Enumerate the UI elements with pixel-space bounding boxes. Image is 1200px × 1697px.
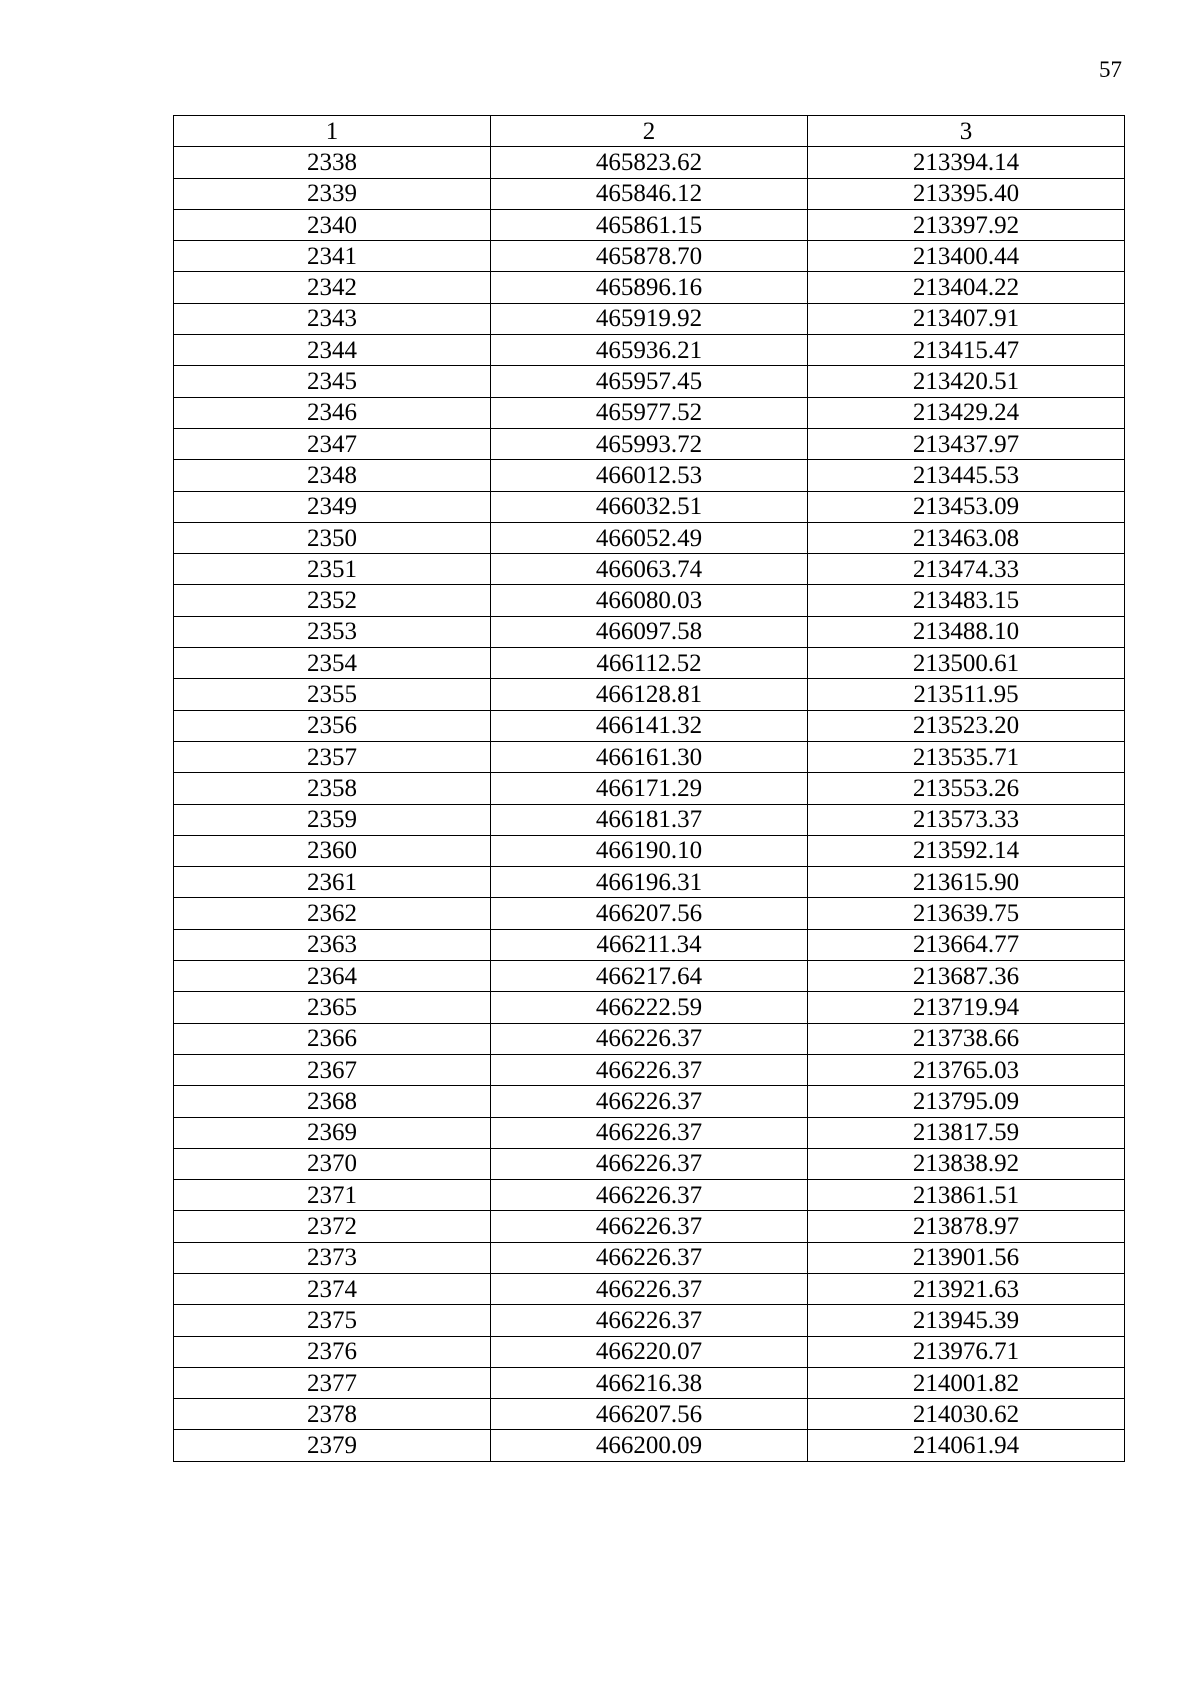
table-row [174, 1430, 1125, 1461]
point-number-cell: 2364 [174, 961, 491, 992]
table-row [174, 1023, 1125, 1054]
point-number-cell: 2366 [174, 1023, 491, 1054]
x-coordinate-cell: 465896.16 [490, 272, 807, 303]
x-coordinate-cell: 466012.53 [490, 460, 807, 491]
coordinates-table [173, 115, 1125, 1462]
point-number-cell: 2369 [174, 1117, 491, 1148]
table-row [174, 397, 1125, 428]
x-coordinate-cell: 465823.62 [490, 147, 807, 178]
x-coordinate-cell: 466161.30 [490, 741, 807, 772]
x-coordinate-cell: 466128.81 [490, 679, 807, 710]
point-number-cell: 2356 [174, 710, 491, 741]
point-number-cell: 2362 [174, 898, 491, 929]
y-coordinate-cell: 213500.61 [807, 648, 1124, 679]
y-coordinate-cell: 213397.92 [807, 209, 1124, 240]
y-coordinate-cell: 213592.14 [807, 835, 1124, 866]
point-number-cell: 2341 [174, 241, 491, 272]
table-row [174, 178, 1125, 209]
point-number-cell: 2375 [174, 1305, 491, 1336]
x-coordinate-cell: 466217.64 [490, 961, 807, 992]
y-coordinate-cell: 213429.24 [807, 397, 1124, 428]
x-coordinate-cell: 466196.31 [490, 867, 807, 898]
table-row [174, 1242, 1125, 1273]
point-number-cell: 2377 [174, 1367, 491, 1398]
table-row [174, 1148, 1125, 1179]
table-row [174, 1273, 1125, 1304]
table-row [174, 554, 1125, 585]
y-coordinate-cell: 213404.22 [807, 272, 1124, 303]
y-coordinate-cell: 213535.71 [807, 741, 1124, 772]
table-row [174, 710, 1125, 741]
x-coordinate-cell: 466181.37 [490, 804, 807, 835]
point-number-cell: 2373 [174, 1242, 491, 1273]
x-coordinate-cell: 465977.52 [490, 397, 807, 428]
point-number-cell: 2349 [174, 491, 491, 522]
table-row [174, 773, 1125, 804]
table-row [174, 804, 1125, 835]
point-number-cell: 2376 [174, 1336, 491, 1367]
x-coordinate-cell: 466226.37 [490, 1211, 807, 1242]
table-row [174, 491, 1125, 522]
table-row [174, 1399, 1125, 1430]
table-row [174, 241, 1125, 272]
y-coordinate-cell: 213453.09 [807, 491, 1124, 522]
point-number-cell: 2363 [174, 929, 491, 960]
x-coordinate-cell: 466226.37 [490, 1023, 807, 1054]
point-number-cell: 2346 [174, 397, 491, 428]
table-row [174, 303, 1125, 334]
y-coordinate-cell: 213420.51 [807, 366, 1124, 397]
y-coordinate-cell: 213878.97 [807, 1211, 1124, 1242]
table-body [174, 147, 1125, 1461]
x-coordinate-cell: 466226.37 [490, 1273, 807, 1304]
y-coordinate-cell: 213795.09 [807, 1086, 1124, 1117]
x-coordinate-cell: 466097.58 [490, 616, 807, 647]
table-header [174, 116, 1125, 147]
y-coordinate-cell: 213719.94 [807, 992, 1124, 1023]
y-coordinate-cell: 213687.36 [807, 961, 1124, 992]
point-number-cell: 2350 [174, 522, 491, 553]
x-coordinate-cell: 466222.59 [490, 992, 807, 1023]
point-number-cell: 2354 [174, 648, 491, 679]
table-row [174, 1054, 1125, 1085]
y-coordinate-cell: 213407.91 [807, 303, 1124, 334]
x-coordinate-cell: 466207.56 [490, 898, 807, 929]
column-header-1: 1 [174, 116, 491, 147]
point-number-cell: 2348 [174, 460, 491, 491]
table-row [174, 867, 1125, 898]
point-number-cell: 2339 [174, 178, 491, 209]
y-coordinate-cell: 214061.94 [807, 1430, 1124, 1461]
x-coordinate-cell: 465993.72 [490, 428, 807, 459]
table-row [174, 585, 1125, 616]
y-coordinate-cell: 213523.20 [807, 710, 1124, 741]
point-number-cell: 2351 [174, 554, 491, 585]
table-row [174, 428, 1125, 459]
x-coordinate-cell: 465861.15 [490, 209, 807, 240]
y-coordinate-cell: 214030.62 [807, 1399, 1124, 1430]
x-coordinate-cell: 466207.56 [490, 1399, 807, 1430]
point-number-cell: 2345 [174, 366, 491, 397]
x-coordinate-cell: 466226.37 [490, 1086, 807, 1117]
point-number-cell: 2355 [174, 679, 491, 710]
x-coordinate-cell: 466226.37 [490, 1242, 807, 1273]
x-coordinate-cell: 466226.37 [490, 1054, 807, 1085]
table-row [174, 209, 1125, 240]
point-number-cell: 2365 [174, 992, 491, 1023]
y-coordinate-cell: 213511.95 [807, 679, 1124, 710]
x-coordinate-cell: 466226.37 [490, 1180, 807, 1211]
y-coordinate-cell: 213463.08 [807, 522, 1124, 553]
point-number-cell: 2361 [174, 867, 491, 898]
x-coordinate-cell: 465878.70 [490, 241, 807, 272]
table-row [174, 272, 1125, 303]
x-coordinate-cell: 466200.09 [490, 1430, 807, 1461]
x-coordinate-cell: 465936.21 [490, 335, 807, 366]
y-coordinate-cell: 213901.56 [807, 1242, 1124, 1273]
y-coordinate-cell: 213553.26 [807, 773, 1124, 804]
point-number-cell: 2378 [174, 1399, 491, 1430]
table-row [174, 1211, 1125, 1242]
y-coordinate-cell: 213765.03 [807, 1054, 1124, 1085]
point-number-cell: 2340 [174, 209, 491, 240]
point-number-cell: 2379 [174, 1430, 491, 1461]
table-row [174, 679, 1125, 710]
table-row [174, 898, 1125, 929]
y-coordinate-cell: 213639.75 [807, 898, 1124, 929]
table-row [174, 1117, 1125, 1148]
point-number-cell: 2353 [174, 616, 491, 647]
column-header-3: 3 [807, 116, 1124, 147]
point-number-cell: 2352 [174, 585, 491, 616]
table-row [174, 1180, 1125, 1211]
y-coordinate-cell: 214001.82 [807, 1367, 1124, 1398]
y-coordinate-cell: 213817.59 [807, 1117, 1124, 1148]
x-coordinate-cell: 466190.10 [490, 835, 807, 866]
x-coordinate-cell: 466171.29 [490, 773, 807, 804]
x-coordinate-cell: 466112.52 [490, 648, 807, 679]
page-number: 57 [1099, 57, 1122, 82]
table-row [174, 460, 1125, 491]
point-number-cell: 2343 [174, 303, 491, 334]
table-row [174, 335, 1125, 366]
y-coordinate-cell: 213488.10 [807, 616, 1124, 647]
table-header-row [174, 116, 1125, 147]
point-number-cell: 2372 [174, 1211, 491, 1242]
y-coordinate-cell: 213415.47 [807, 335, 1124, 366]
table-row [174, 147, 1125, 178]
y-coordinate-cell: 213474.33 [807, 554, 1124, 585]
y-coordinate-cell: 213664.77 [807, 929, 1124, 960]
table-row [174, 929, 1125, 960]
table-row [174, 1086, 1125, 1117]
y-coordinate-cell: 213838.92 [807, 1148, 1124, 1179]
x-coordinate-cell: 466226.37 [490, 1117, 807, 1148]
y-coordinate-cell: 213738.66 [807, 1023, 1124, 1054]
point-number-cell: 2367 [174, 1054, 491, 1085]
y-coordinate-cell: 213945.39 [807, 1305, 1124, 1336]
y-coordinate-cell: 213395.40 [807, 178, 1124, 209]
table-row [174, 992, 1125, 1023]
x-coordinate-cell: 466211.34 [490, 929, 807, 960]
point-number-cell: 2338 [174, 147, 491, 178]
point-number-cell: 2342 [174, 272, 491, 303]
point-number-cell: 2371 [174, 1180, 491, 1211]
point-number-cell: 2359 [174, 804, 491, 835]
x-coordinate-cell: 466226.37 [490, 1305, 807, 1336]
table-row [174, 741, 1125, 772]
table-row [174, 648, 1125, 679]
x-coordinate-cell: 466032.51 [490, 491, 807, 522]
y-coordinate-cell: 213394.14 [807, 147, 1124, 178]
x-coordinate-cell: 466141.32 [490, 710, 807, 741]
y-coordinate-cell: 213921.63 [807, 1273, 1124, 1304]
point-number-cell: 2347 [174, 428, 491, 459]
table-row [174, 1305, 1125, 1336]
table-row [174, 835, 1125, 866]
y-coordinate-cell: 213615.90 [807, 867, 1124, 898]
point-number-cell: 2360 [174, 835, 491, 866]
x-coordinate-cell: 465919.92 [490, 303, 807, 334]
y-coordinate-cell: 213483.15 [807, 585, 1124, 616]
table-row [174, 616, 1125, 647]
table-row [174, 1336, 1125, 1367]
y-coordinate-cell: 213437.97 [807, 428, 1124, 459]
x-coordinate-cell: 465957.45 [490, 366, 807, 397]
point-number-cell: 2344 [174, 335, 491, 366]
x-coordinate-cell: 466226.37 [490, 1148, 807, 1179]
y-coordinate-cell: 213445.53 [807, 460, 1124, 491]
x-coordinate-cell: 466216.38 [490, 1367, 807, 1398]
column-header-2: 2 [490, 116, 807, 147]
x-coordinate-cell: 466080.03 [490, 585, 807, 616]
point-number-cell: 2357 [174, 741, 491, 772]
table-row [174, 522, 1125, 553]
y-coordinate-cell: 213400.44 [807, 241, 1124, 272]
x-coordinate-cell: 466063.74 [490, 554, 807, 585]
table-row [174, 1367, 1125, 1398]
x-coordinate-cell: 466220.07 [490, 1336, 807, 1367]
x-coordinate-cell: 465846.12 [490, 178, 807, 209]
table-row [174, 961, 1125, 992]
point-number-cell: 2370 [174, 1148, 491, 1179]
y-coordinate-cell: 213861.51 [807, 1180, 1124, 1211]
table-row [174, 366, 1125, 397]
y-coordinate-cell: 213573.33 [807, 804, 1124, 835]
point-number-cell: 2374 [174, 1273, 491, 1304]
point-number-cell: 2368 [174, 1086, 491, 1117]
point-number-cell: 2358 [174, 773, 491, 804]
y-coordinate-cell: 213976.71 [807, 1336, 1124, 1367]
x-coordinate-cell: 466052.49 [490, 522, 807, 553]
